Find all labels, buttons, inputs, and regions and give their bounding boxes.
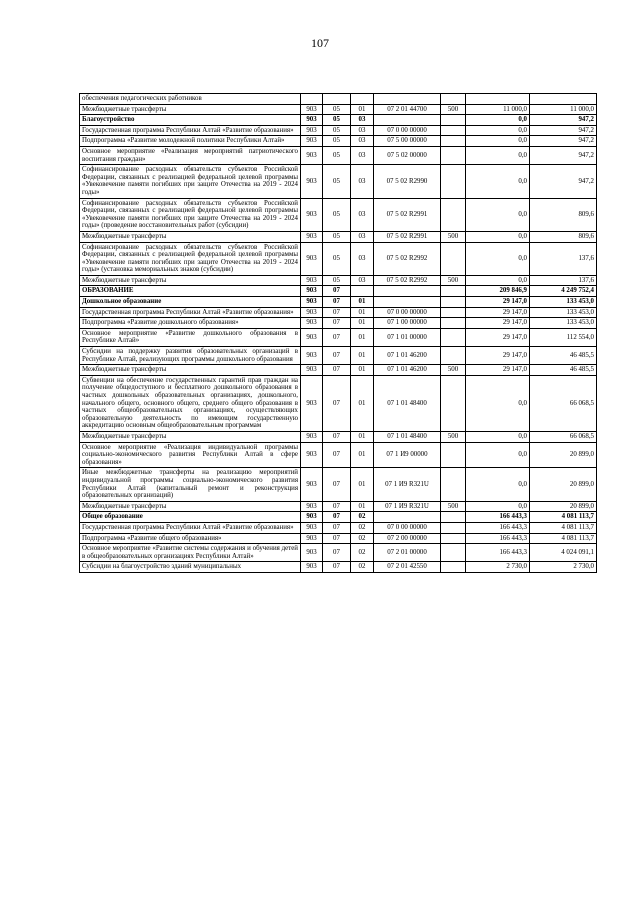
expense-type-cell <box>441 544 466 562</box>
admin-code-cell: 903 <box>301 501 323 512</box>
expense-type-cell <box>441 125 466 136</box>
admin-code-cell <box>301 94 323 105</box>
row-name-cell: Межбюджетные трансферты <box>80 104 301 115</box>
admin-code-cell: 903 <box>301 365 323 376</box>
expense-type-cell: 500 <box>441 365 466 376</box>
target-article-cell: 07 5 02 R2990 <box>374 165 441 198</box>
amount-year2-cell: 133 453,0 <box>530 297 597 308</box>
row-name-cell: Субсидии на поддержку развития образовательных организаций в Республике Алтай, реализующих программы дошкольного образования <box>80 347 301 365</box>
section-code-cell: 05 <box>323 275 351 286</box>
subsection-code-cell: 01 <box>351 328 374 346</box>
target-article-cell: 07 1 01 48400 <box>374 375 441 431</box>
subsection-code-cell: 01 <box>351 104 374 115</box>
row-name-cell: Общее образование <box>80 512 301 523</box>
amount-year2-cell: 46 485,5 <box>530 365 597 376</box>
target-article-cell <box>374 297 441 308</box>
section-code-cell: 07 <box>323 562 351 573</box>
row-name-cell: Основное мероприятие «Реализация индивидуальной программы социально-экономического развития Республики Алтай в сфере образования» <box>80 442 301 468</box>
section-code-cell: 05 <box>323 136 351 147</box>
admin-code-cell: 903 <box>301 231 323 242</box>
row-name-cell: Межбюджетные трансферты <box>80 365 301 376</box>
table-row <box>80 533 597 544</box>
amount-year1-cell: 29 147,0 <box>466 347 530 365</box>
amount-year2-cell: 4 249 752,4 <box>530 286 597 297</box>
table-row <box>80 165 597 198</box>
admin-code-cell: 903 <box>301 512 323 523</box>
section-code-cell: 07 <box>323 468 351 501</box>
expense-type-cell <box>441 165 466 198</box>
row-name-cell: Основное мероприятие «Развитие системы содержания и обучения детей в общеобразовательных организациях Республики Алтай» <box>80 544 301 562</box>
amount-year2-cell: 20 899,0 <box>530 501 597 512</box>
subsection-code-cell: 01 <box>351 375 374 431</box>
amount-year1-cell: 29 147,0 <box>466 365 530 376</box>
amount-year2-cell: 4 081 113,7 <box>530 512 597 523</box>
admin-code-cell: 903 <box>301 375 323 431</box>
section-code-cell: 07 <box>323 307 351 318</box>
amount-year2-cell: 809,6 <box>530 231 597 242</box>
row-name-cell: Межбюджетные трансферты <box>80 231 301 242</box>
amount-year1-cell: 11 000,0 <box>466 104 530 115</box>
subsection-code-cell: 03 <box>351 146 374 164</box>
target-article-cell: 07 1 00 00000 <box>374 318 441 329</box>
row-name-cell: Иные межбюджетные трансферты на реализацию мероприятий индивидуальной программы социально-экономического развития Республики Алтай (капитальный ремонт и реконструкция образовательных организаций) <box>80 468 301 501</box>
row-name-cell: Подпрограмма «Развитие общего образования» <box>80 533 301 544</box>
section-code-cell: 07 <box>323 297 351 308</box>
amount-year1-cell: 2 730,0 <box>466 562 530 573</box>
section-code-cell: 05 <box>323 115 351 126</box>
subsection-code-cell: 03 <box>351 198 374 231</box>
table-row <box>80 522 597 533</box>
expense-type-cell <box>441 136 466 147</box>
table-row <box>80 275 597 286</box>
section-code-cell: 07 <box>323 522 351 533</box>
subsection-code-cell <box>351 286 374 297</box>
amount-year2-cell: 137,6 <box>530 242 597 275</box>
amount-year2-cell: 137,6 <box>530 275 597 286</box>
subsection-code-cell: 03 <box>351 165 374 198</box>
target-article-cell: 07 0 00 00000 <box>374 125 441 136</box>
amount-year2-cell: 4 081 113,7 <box>530 533 597 544</box>
amount-year1-cell: 29 147,0 <box>466 318 530 329</box>
row-name-cell: Государственная программа Республики Алтай «Развитие образования» <box>80 307 301 318</box>
amount-year2-cell: 66 068,5 <box>530 375 597 431</box>
amount-year2-cell: 947,2 <box>530 115 597 126</box>
expense-type-cell <box>441 286 466 297</box>
row-name-cell: Софинансирование расходных обязательств субъектов Российской Федерации, связанных с реализацией федеральной целевой программы «Увековечение памяти погибших при защите Отечества на 2019 - 2024 годы» (установка мемориальных знаков (субсидии) <box>80 242 301 275</box>
table-row <box>80 318 597 329</box>
admin-code-cell: 903 <box>301 275 323 286</box>
amount-year1-cell: 166 443,3 <box>466 544 530 562</box>
expense-type-cell <box>441 198 466 231</box>
amount-year1-cell: 0,0 <box>466 442 530 468</box>
subsection-code-cell: 01 <box>351 318 374 329</box>
table-row <box>80 198 597 231</box>
admin-code-cell: 903 <box>301 347 323 365</box>
row-name-cell: обеспечения педагогических работников <box>80 94 301 105</box>
amount-year2-cell: 66 068,5 <box>530 431 597 442</box>
amount-year2-cell: 112 554,0 <box>530 328 597 346</box>
expense-type-cell <box>441 146 466 164</box>
table-row <box>80 146 597 164</box>
table-row <box>80 231 597 242</box>
admin-code-cell: 903 <box>301 544 323 562</box>
page-number: 107 <box>311 36 329 50</box>
amount-year1-cell: 0,0 <box>466 146 530 164</box>
admin-code-cell: 903 <box>301 104 323 115</box>
subsection-code-cell: 02 <box>351 562 374 573</box>
table-row <box>80 562 597 573</box>
amount-year1-cell: 0,0 <box>466 115 530 126</box>
admin-code-cell: 903 <box>301 307 323 318</box>
target-article-cell <box>374 512 441 523</box>
section-code-cell: 07 <box>323 318 351 329</box>
amount-year2-cell: 4 081 113,7 <box>530 522 597 533</box>
section-code-cell: 07 <box>323 347 351 365</box>
amount-year2-cell: 809,6 <box>530 198 597 231</box>
subsection-code-cell: 01 <box>351 365 374 376</box>
expense-type-cell <box>441 347 466 365</box>
amount-year2-cell: 947,2 <box>530 165 597 198</box>
subsection-code-cell: 02 <box>351 522 374 533</box>
expense-type-cell <box>441 468 466 501</box>
section-code-cell: 05 <box>323 165 351 198</box>
row-name-cell: Межбюджетные трансферты <box>80 275 301 286</box>
section-code-cell: 05 <box>323 146 351 164</box>
target-article-cell: 07 2 01 44700 <box>374 104 441 115</box>
table-row <box>80 328 597 346</box>
section-code-cell: 05 <box>323 198 351 231</box>
subsection-code-cell: 03 <box>351 231 374 242</box>
admin-code-cell: 903 <box>301 286 323 297</box>
expense-type-cell: 500 <box>441 501 466 512</box>
target-article-cell <box>374 286 441 297</box>
admin-code-cell: 903 <box>301 533 323 544</box>
subsection-code-cell <box>351 94 374 105</box>
amount-year2-cell: 133 453,0 <box>530 307 597 318</box>
target-article-cell: 07 2 01 00000 <box>374 544 441 562</box>
table-row <box>80 115 597 126</box>
table-row <box>80 297 597 308</box>
table-row <box>80 125 597 136</box>
row-name-cell: ОБРАЗОВАНИЕ <box>80 286 301 297</box>
amount-year1-cell: 0,0 <box>466 231 530 242</box>
subsection-code-cell: 01 <box>351 307 374 318</box>
amount-year2-cell: 947,2 <box>530 146 597 164</box>
section-code-cell: 07 <box>323 365 351 376</box>
table-row <box>80 104 597 115</box>
amount-year1-cell: 29 147,0 <box>466 297 530 308</box>
expense-type-cell: 500 <box>441 275 466 286</box>
subsection-code-cell: 03 <box>351 115 374 126</box>
subsection-code-cell: 03 <box>351 242 374 275</box>
section-code-cell: 07 <box>323 286 351 297</box>
amount-year1-cell: 0,0 <box>466 501 530 512</box>
section-code-cell: 07 <box>323 544 351 562</box>
row-name-cell: Благоустройство <box>80 115 301 126</box>
target-article-cell: 07 1 01 46200 <box>374 365 441 376</box>
table-row <box>80 365 597 376</box>
subsection-code-cell: 03 <box>351 275 374 286</box>
target-article-cell: 07 5 02 R2991 <box>374 198 441 231</box>
row-name-cell: Софинансирование расходных обязательств субъектов Российской Федерации, связанных с реализацией федеральной целевой программы «Увековечение памяти погибших при защите Отечества на 2019 - 2024 годы» (проведение восстановительных работ (субсидии) <box>80 198 301 231</box>
amount-year2-cell <box>530 94 597 105</box>
admin-code-cell: 903 <box>301 468 323 501</box>
section-code-cell: 07 <box>323 501 351 512</box>
subsection-code-cell: 01 <box>351 347 374 365</box>
amount-year1-cell: 29 147,0 <box>466 307 530 318</box>
row-name-cell: Государственная программа Республики Алтай «Развитие образования» <box>80 522 301 533</box>
amount-year2-cell: 947,2 <box>530 136 597 147</box>
admin-code-cell: 903 <box>301 442 323 468</box>
amount-year1-cell <box>466 94 530 105</box>
row-name-cell: Субвенции на обеспечение государственных гарантий прав граждан на получение общедоступного и бесплатного дошкольного образования в частных дошкольных образовательных организациях, дошкольного, начального общего, основного общего, среднего общего образования в частных общеобразовательных организациях, осуществляющих образовательную деятельность по имеющим государственную аккредитацию основным общеобразовательным программам <box>80 375 301 431</box>
admin-code-cell: 903 <box>301 562 323 573</box>
row-name-cell: Субсидии на благоустройство зданий муниципальных <box>80 562 301 573</box>
table-row <box>80 307 597 318</box>
target-article-cell: 07 1 И9 R321U <box>374 501 441 512</box>
admin-code-cell: 903 <box>301 146 323 164</box>
amount-year1-cell: 166 443,3 <box>466 522 530 533</box>
table-row <box>80 501 597 512</box>
target-article-cell: 07 5 00 00000 <box>374 136 441 147</box>
amount-year1-cell: 0,0 <box>466 136 530 147</box>
table-row <box>80 286 597 297</box>
expense-type-cell <box>441 115 466 126</box>
target-article-cell: 07 1 И9 00000 <box>374 442 441 468</box>
amount-year2-cell: 11 000,0 <box>530 104 597 115</box>
subsection-code-cell: 01 <box>351 297 374 308</box>
expense-type-cell: 500 <box>441 231 466 242</box>
section-code-cell <box>323 94 351 105</box>
expense-type-cell <box>441 375 466 431</box>
admin-code-cell: 903 <box>301 242 323 275</box>
table-row <box>80 136 597 147</box>
amount-year1-cell: 0,0 <box>466 468 530 501</box>
subsection-code-cell: 02 <box>351 512 374 523</box>
target-article-cell <box>374 94 441 105</box>
amount-year1-cell: 0,0 <box>466 125 530 136</box>
admin-code-cell: 903 <box>301 125 323 136</box>
section-code-cell: 07 <box>323 533 351 544</box>
amount-year1-cell: 0,0 <box>466 431 530 442</box>
section-code-cell: 07 <box>323 328 351 346</box>
expense-type-cell <box>441 297 466 308</box>
section-code-cell: 07 <box>323 442 351 468</box>
admin-code-cell: 903 <box>301 431 323 442</box>
admin-code-cell: 903 <box>301 522 323 533</box>
admin-code-cell: 903 <box>301 318 323 329</box>
budget-table <box>79 93 597 573</box>
table-row <box>80 544 597 562</box>
amount-year2-cell: 46 485,5 <box>530 347 597 365</box>
admin-code-cell: 903 <box>301 328 323 346</box>
expense-type-cell <box>441 94 466 105</box>
table-row <box>80 347 597 365</box>
subsection-code-cell: 03 <box>351 136 374 147</box>
admin-code-cell: 903 <box>301 165 323 198</box>
section-code-cell: 05 <box>323 242 351 275</box>
row-name-cell: Государственная программа Республики Алтай «Развитие образования» <box>80 125 301 136</box>
row-name-cell: Основное мероприятие «Развитие дошкольного образования в Республике Алтай» <box>80 328 301 346</box>
table-row <box>80 375 597 431</box>
admin-code-cell: 903 <box>301 136 323 147</box>
expense-type-cell <box>441 328 466 346</box>
amount-year1-cell: 0,0 <box>466 375 530 431</box>
section-code-cell: 05 <box>323 125 351 136</box>
admin-code-cell: 903 <box>301 297 323 308</box>
amount-year1-cell: 0,0 <box>466 198 530 231</box>
subsection-code-cell: 01 <box>351 468 374 501</box>
row-name-cell: Межбюджетные трансферты <box>80 501 301 512</box>
target-article-cell: 07 1 01 00000 <box>374 328 441 346</box>
target-article-cell: 07 1 И9 R321U <box>374 468 441 501</box>
amount-year1-cell: 0,0 <box>466 242 530 275</box>
subsection-code-cell: 03 <box>351 125 374 136</box>
table-row <box>80 431 597 442</box>
target-article-cell: 07 0 00 00000 <box>374 307 441 318</box>
amount-year2-cell: 947,2 <box>530 125 597 136</box>
target-article-cell: 07 0 00 00000 <box>374 522 441 533</box>
target-article-cell: 07 5 02 R2992 <box>374 242 441 275</box>
section-code-cell: 07 <box>323 431 351 442</box>
section-code-cell: 07 <box>323 375 351 431</box>
target-article-cell: 07 5 02 R2991 <box>374 231 441 242</box>
amount-year2-cell: 2 730,0 <box>530 562 597 573</box>
expense-type-cell <box>441 512 466 523</box>
expense-type-cell <box>441 562 466 573</box>
target-article-cell: 07 2 01 42550 <box>374 562 441 573</box>
amount-year1-cell: 0,0 <box>466 165 530 198</box>
section-code-cell: 05 <box>323 231 351 242</box>
row-name-cell: Межбюджетные трансферты <box>80 431 301 442</box>
table-row <box>80 512 597 523</box>
amount-year1-cell: 29 147,0 <box>466 328 530 346</box>
table-row <box>80 94 597 105</box>
table-row <box>80 468 597 501</box>
amount-year1-cell: 209 846,9 <box>466 286 530 297</box>
section-code-cell: 05 <box>323 104 351 115</box>
amount-year2-cell: 4 024 091,1 <box>530 544 597 562</box>
amount-year2-cell: 20 899,0 <box>530 442 597 468</box>
amount-year2-cell: 20 899,0 <box>530 468 597 501</box>
target-article-cell: 07 1 01 46200 <box>374 347 441 365</box>
expense-type-cell <box>441 533 466 544</box>
expense-type-cell <box>441 242 466 275</box>
target-article-cell: 07 5 02 R2992 <box>374 275 441 286</box>
section-code-cell: 07 <box>323 512 351 523</box>
target-article-cell <box>374 115 441 126</box>
row-name-cell: Дошкольное образование <box>80 297 301 308</box>
expense-type-cell: 500 <box>441 104 466 115</box>
expense-type-cell <box>441 307 466 318</box>
subsection-code-cell: 02 <box>351 544 374 562</box>
expense-type-cell: 500 <box>441 431 466 442</box>
subsection-code-cell: 02 <box>351 533 374 544</box>
amount-year1-cell: 166 443,3 <box>466 533 530 544</box>
subsection-code-cell: 01 <box>351 501 374 512</box>
row-name-cell: Подпрограмма «Развитие дошкольного образования» <box>80 318 301 329</box>
row-name-cell: Подпрограмма «Развитие молодежной политики Республики Алтай» <box>80 136 301 147</box>
amount-year1-cell: 0,0 <box>466 275 530 286</box>
row-name-cell: Основное мероприятие «Реализация мероприятий патриотического воспитания граждан» <box>80 146 301 164</box>
target-article-cell: 07 5 02 00000 <box>374 146 441 164</box>
expense-type-cell <box>441 442 466 468</box>
table-row <box>80 242 597 275</box>
row-name-cell: Софинансирование расходных обязательств субъектов Российской Федерации, связанных с реализацией федеральной целевой программы «Увековечение памяти погибших при защите Отечества на 2019 - 2024 годы» <box>80 165 301 198</box>
budget-table-body <box>80 94 597 573</box>
amount-year1-cell: 166 443,3 <box>466 512 530 523</box>
subsection-code-cell: 01 <box>351 431 374 442</box>
target-article-cell: 07 1 01 48400 <box>374 431 441 442</box>
table-row <box>80 442 597 468</box>
admin-code-cell: 903 <box>301 115 323 126</box>
amount-year2-cell: 133 453,0 <box>530 318 597 329</box>
subsection-code-cell: 01 <box>351 442 374 468</box>
expense-type-cell <box>441 318 466 329</box>
admin-code-cell: 903 <box>301 198 323 231</box>
expense-type-cell <box>441 522 466 533</box>
target-article-cell: 07 2 00 00000 <box>374 533 441 544</box>
